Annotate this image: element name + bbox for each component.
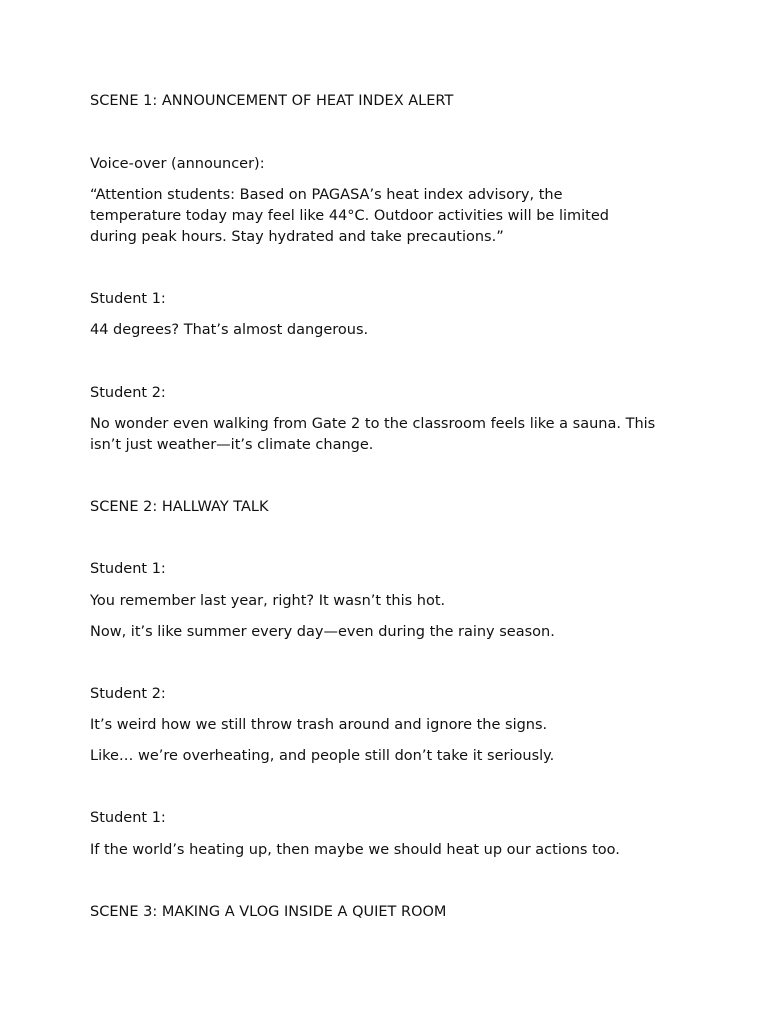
scene-2-dialogue-student-1-line-2: Now, it’s like summer every day—even during the rainy season. <box>90 624 555 640</box>
scene-1-speaker-student-2: Student 2: <box>90 385 166 401</box>
scene-2-heading: SCENE 2: HALLWAY TALK <box>90 499 269 515</box>
voiceover-dialogue: “Attention students: Based on PAGASA’s heat index advisory, the temperature today may feel like 44°C. Outdoor activities will be limited during peak hours. Stay hydrated and take precautions.” <box>90 187 609 245</box>
scene-2-speaker-student-1: Student 1: <box>90 561 166 577</box>
scene-1-speaker-student-1: Student 1: <box>90 291 166 307</box>
scene-2-dialogue-student-1-line-1: You remember last year, right? It wasn’t this hot. <box>90 593 446 609</box>
scene-2-dialogue-student-2-line-2: Like… we’re overheating, and people still don’t take it seriously. <box>90 748 555 764</box>
scene-1-dialogue-student-1: 44 degrees? That’s almost dangerous. <box>90 322 369 338</box>
scene-1-heading: SCENE 1: ANNOUNCEMENT OF HEAT INDEX ALERT <box>90 93 454 109</box>
scene-1-dialogue-student-2: No wonder even walking from Gate 2 to the classroom feels like a sauna. This isn’t just weather—it’s climate change. <box>90 416 656 453</box>
scene-2-dialogue-student-1-again: If the world’s heating up, then maybe we should heat up our actions too. <box>90 842 620 858</box>
scene-3-heading: SCENE 3: MAKING A VLOG INSIDE A QUIET ROOM <box>90 904 447 920</box>
scene-2-speaker-student-1-again: Student 1: <box>90 810 166 826</box>
voiceover-speaker: Voice-over (announcer): <box>90 156 265 172</box>
scene-2-speaker-student-2: Student 2: <box>90 686 166 702</box>
scene-2-dialogue-student-2-line-1: It’s weird how we still throw trash around and ignore the signs. <box>90 717 548 733</box>
